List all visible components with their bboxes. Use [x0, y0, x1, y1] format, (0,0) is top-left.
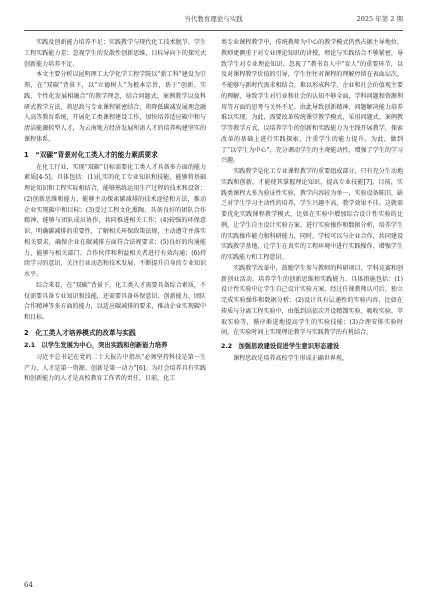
section-heading-1: 1 “双碳”背景对化工类人才的能力素质要求 [24, 150, 158, 159]
paragraph: 实践教学改革中，鼓励学生参与教师的科研项目、学科竞赛和创新创业活动，培养学生的创新思维和实践能力。具体措施包括：(1)设计性实验中让学生自己设计实验方案，经过任课教师认可后，独立完成实验操作和数据分析；(2)设计具有层递性的实验内容，比如在传质与分离工程实验中，由低到高依次开设精馏实验、吸收实验、萃取实验等，循序渐进地提高学生的实验技能；(3)合理安排实验时间，在实验时间上实现理论教学与实践教学的有机结合。 [221, 264, 403, 337]
paragraph: 类专业课程教学中，传统教师为中心的教学模式仍然占据主导地位，教师更侧重于对专业理论知识的讲授，理论与实践结合不够紧密，导致学生对专业理论知识、忽视了“教书育人中“育人”的重要环节，以及对课程教学价值的引导，学生往往对课程的理解停留在表面层次，不能够与新时代需求相结合，难以形成科学、企业和社会价值观主要的理解，导致学生对行业和社会的认知不够全面，学科问题和资源利用等方面的思考与关怀不足。由此导致创新精神、问题解决能力培养难以实现。为此，需要改革传统课堂教学模式，采用问题式、案例教学等教学方式，以培养学生的创新和实践能力为主线开展教学，探索改革的基础上进行实践探索，注重学生的能力提升。为此，做到了“以学生为中心”，充分调动学生的主观能动性，增强了学生的学习兴趣。 [221, 39, 403, 165]
paragraph: 本文主要分析以昆明理工大学化学工程学院以“新工科”建设为引领，在“双碳”背景下，以“立德树人”为根本宗旨，基于“创新、实践、个性化发展相融合”的教学理念，结合问题式、案例教学以及科研式教学方法，将思政与专业课程紧密结合，将降低碳减发展理念融入高等教育系统，开展化工类课程建设工作，加快培养适应碳中和与清洁能源转型人才，为云南地方经济发展所需人才的培养构建坚实的课程体系。 [24, 71, 206, 143]
subsection-heading-2-2: 2.2 加强思政建设促进学生意识形态建设 [221, 343, 340, 350]
journal-title: 当代教育理论与实践 [184, 15, 243, 23]
paragraph: 课程思政是培养高校学生形成正确世界观、 [233, 355, 348, 362]
section-heading-2: 2 化工类人才培养模式的改革与实践 [24, 328, 136, 337]
paragraph: 在化工行业，实现“双碳”目标需要化工类人才具备多方面的能力素质[4-5]。具体包括：(1)扎实的化工专业知识和技能，能够将基础理论知识和工程实际相结合，能够熟练运用生产过程的技术和设备；(2)创新思维和能力，能够主动探索碳减排的技术途径和方法，推动企业实现碳中和目标；(3)受过工程文化熏陶、具备良好的团队合作精神，能够与团队成员协作，共同推进相关工作；(4)较强的环保意识，明确碳减排的重要性，了解相关环保政策法规，主动遵守并落实相关要求，确保企业在碳减排方面符合法规要求；(5)良好的沟通能力，能够与相关部门、合作伙伴和利益相关者进行有效沟通；(6)持续学习的意识，关注行业动态和技术发展，不断提升自身的专业知识水平。 [24, 163, 206, 278]
issue-number: 2025 年第 2 期 [356, 15, 403, 23]
header-rule [24, 30, 403, 31]
page-number: 64 [24, 581, 33, 589]
left-column [24, 38, 206, 566]
paragraph: 综合来看，在“双碳”背景下，化工类人才需要具备综合素质，不仅需要具备专业知识和技能，还需要具备环保意识、创新能力、团队合作精神等多方面的能力，以适应碳减排的要求，推动企业实现碳中和目标。 [24, 281, 206, 321]
page-header [24, 12, 403, 26]
right-column [221, 38, 403, 566]
subsection-heading-2-1: 2.1 以学生发展为中心，突出实践和创新能力培养 [24, 341, 168, 349]
paragraph: 实践教学是化工专业课程教学的重要组成部分，只有充分生动地实践和创新，才能使其掌握理论知识，提高专业技能[7]。目前，实践类课程大多为验证性实验，教学内容较为单一，实验设备陈旧，缺乏对学生学习主动性的培养，学生兴趣不高，教学效果不佳。这就需要优化实践课程教学模式，比如在实验中增加综合设计性实验的比例，让学生自主设计实验方案、进行实验操作和数据分析，培养学生的实践操作能力和科研能力，同时，学校可以与企业合作，共同建设实践教学基地，让学生在真实的工程环境中进行实践操作，增强学生的实践能力和工程意识。 [221, 168, 403, 261]
paragraph: 习近平总书记在党的二十大报告中指出“必须坚持科技是第一生产力、人才是第一资源、创新是第一动力”[6]。为社会培养具有实践和创新能力的人才是高校教育工作者的责任。目前，化工 [24, 353, 206, 383]
paragraph: 实践及创新能力培养不足；实践教学与现代化工技术脱节，学生工程实践能力差；忽视学生的发散性创新思维，目标导向下的探究式创新能力培养不足。 [24, 39, 206, 68]
